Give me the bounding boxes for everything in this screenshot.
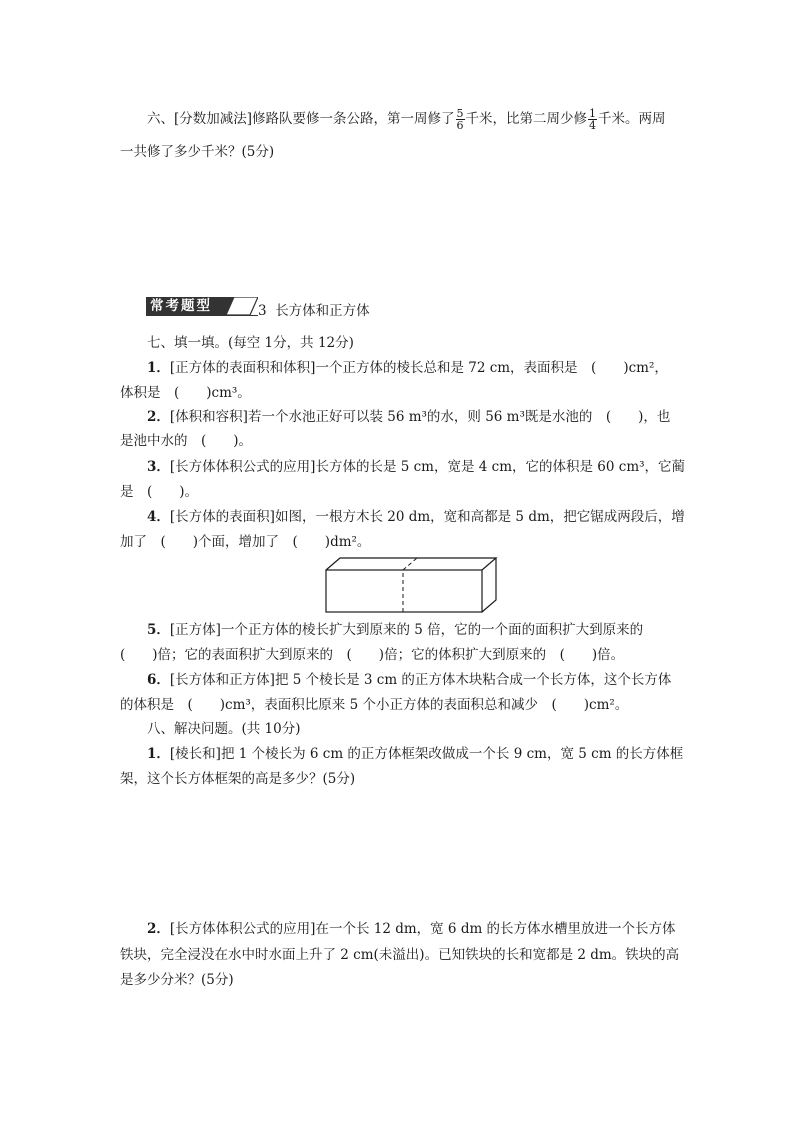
question-number: 3． [147,459,170,475]
q6-text-c: 千米。两周 [598,111,666,127]
p8-q2-line2: 铁块，完全浸没在水中时水面上升了 2 cm(未溢出)。已知铁块的长和宽都是 2 dm。铁块的高 [120,947,680,963]
p8-q2-line3: 是多少分米？(5分) [120,972,234,988]
question-number: 2． [147,409,170,425]
p7-q4-line1: 4．[长方体的表面积]如图，一根方木长 20 dm，宽和高都是 5 dm，把它锯成两段后，增 [147,509,685,525]
section-title [258,302,370,320]
cut-line [403,558,417,612]
q6-line2: 一共修了多少千米？(5分) [120,144,275,160]
fraction-five-sixths: $\frac{5}{6}$ [456,107,464,132]
p7-q6-line2: 的体积是 ( )cm³，表面积比原来 5 个小正方体的表面积总和减少 ( )cm²。 [120,697,629,713]
prism-top-face [326,558,496,570]
q6-text-b: 千米，比第二周少修 [465,111,588,127]
p7-q3-line1: 3．[长方体体积公式的应用]长方体的长是 5 cm，宽是 4 cm，它的体积是 60 cm³，它蔺 [147,459,686,475]
question-number: 1． [147,360,170,376]
p7-q5-line1: 5．[正方体]一个正方体的棱长扩大到原来的 5 倍，它的一个面的面积扩大到原来的 [147,622,644,638]
p7-q2-line1: 2．[体积和容积]若一个水池正好可以装 56 m³的水，则 56 m³既是水池的 ( )，也 [147,409,671,425]
question-number: 6． [147,672,170,688]
part7-heading: 七、填一填。(每空 1分，共 12分) [147,335,354,351]
fraction-one-quarter: $\frac{1}{4}$ [589,107,597,132]
p7-q4-line2: 加了 ( )个面，增加了 ( )dm²。 [120,534,371,550]
section-banner-label: 常考题型 [150,298,212,314]
p8-q1-line1: 1．[棱长和]把 1 个棱长为 6 cm 的正方体框架改做成一个长 9 cm，宽 5 cm 的长方体框 [147,746,684,762]
question-number: 2． [147,921,170,937]
question-number: 4． [147,509,170,525]
prism-figure [324,556,500,614]
q6-text-a: 六、[分数加减法]修路队要修一条公路，第一周修了 [147,111,455,127]
p7-q6-line1: 6．[长方体和正方体]把 5 个棱长是 3 cm 的正方体木块粘合成一个长方体，这个长方体 [147,672,672,688]
p8-q1-line2: 架，这个长方体框架的高是多少？(5分) [120,771,356,787]
p7-q2-line2: 是池中水的 ( )。 [120,433,253,449]
p7-q3-line2: 是 ( )。 [120,484,199,500]
section-title-text: 长方体和正方体 [275,303,370,319]
question-number: 1． [147,746,170,762]
p7-q5-line2: ( )倍；它的表面积扩大到原来的 ( )倍；它的体积扩大到原来的 ( )倍。 [120,647,625,663]
part8-heading: 八、解决问题。(共 10分) [147,721,301,737]
prism-side-face [482,558,496,612]
question-number: 5． [147,622,170,638]
section-number: 3 [258,303,267,319]
p7-q1-line2: 体积是 ( )cm³。 [120,385,251,401]
q6-line1 [147,108,666,131]
p8-q2-line1: 2．[长方体体积公式的应用]在一个长 12 dm，宽 6 dm 的长方体水槽里放进一个长方体 [147,921,676,937]
p7-q1-line1: 1．[正方体的表面积和体积]一个正方体的棱长总和是 72 cm，表面积是 ( )cm²， [147,360,668,376]
prism-front-face [326,570,482,612]
